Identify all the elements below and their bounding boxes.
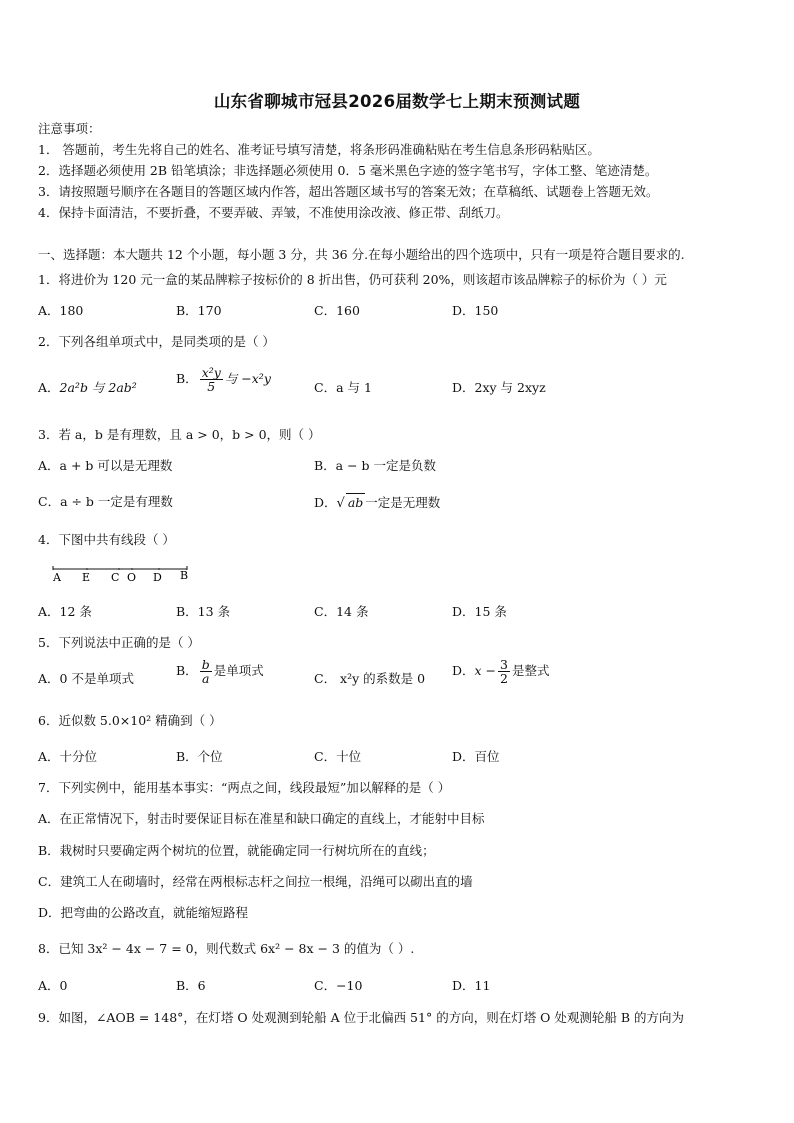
q5-option-b-rest: 是单项式 [213, 663, 264, 678]
q5-option-b-denominator: a [201, 671, 210, 686]
q7-option-a: A．在正常情况下，射击时要保证目标在准星和缺口确定的直线上，才能射中目标 [38, 811, 485, 826]
q4-option-d: D．15 条 [452, 604, 507, 619]
q2-option-a [38, 379, 137, 397]
point-label-a: A [53, 571, 61, 583]
q8-option-c: C．−10 [314, 978, 363, 993]
question-3-stem: 3．若 a，b 是有理数，且 a > 0，b > 0，则（ ） [38, 427, 321, 442]
q3-option-d [314, 493, 440, 513]
q4-option-a: A．12 条 [38, 604, 92, 619]
sqrt-sign: √ [336, 496, 345, 511]
q4-option-c: C．14 条 [314, 604, 369, 619]
q6-option-c: C．十位 [314, 749, 362, 764]
q3-option-d-radicand: ab [347, 495, 364, 510]
segment-figure [51, 565, 191, 583]
segment-point-e [86, 568, 88, 570]
q2-option-c: C．a 与 1 [314, 380, 372, 395]
q5-option-b [176, 658, 264, 685]
question-4-stem: 4．下图中共有线段（ ） [38, 532, 175, 547]
q1-option-c: C．160 [314, 303, 360, 318]
q1-option-a: A．180 [38, 303, 84, 318]
q7-option-d: D．把弯曲的公路改直，就能缩短路程 [38, 905, 249, 920]
q3-option-c: C．a ÷ b 一定是有理数 [38, 494, 173, 509]
q6-option-a: A．十分位 [38, 749, 98, 764]
q5-option-b-fraction [200, 658, 212, 685]
point-label-c: C [111, 571, 120, 583]
notice-item-3: 3．请按照题号顺序在各题目的答题区域内作答，超出答题区域书写的答案无效；在草稿纸、试题卷上答题无效。 [38, 184, 659, 199]
q1-option-d: D．150 [452, 303, 499, 318]
page-title: 山东省聊城市冠县2026届数学七上期末预测试题 [213, 92, 581, 111]
q5-option-d-denominator: 2 [500, 671, 508, 686]
q2-option-b-label: B． [176, 371, 198, 386]
q2-option-a-label: A． [38, 380, 60, 395]
q6-option-b: B．个位 [176, 749, 223, 764]
point-label-d: D [153, 571, 162, 583]
q5-option-d [452, 658, 550, 685]
q8-option-d: D．11 [452, 978, 491, 993]
point-label-o: O [127, 571, 137, 583]
q3-option-b: B．a − b 一定是负数 [314, 458, 437, 473]
q5-option-d-fraction [498, 658, 510, 685]
q5-option-d-rest: 是整式 [511, 663, 550, 678]
question-9-stem: 9．如图，∠AOB = 148°，在灯塔 O 处观测到轮船 A 位于北偏西 51° 的方向，则在灯塔 O 处观测轮船 B 的方向为 [38, 1010, 685, 1025]
question-1-stem: 1．将进价为 120 元一盒的某品牌粽子按标价的 8 折出售，仍可获利 20%，则该超市该品牌粽子的标价为（ ）元 [38, 272, 667, 287]
q3-option-d-rest: 一定是无理数 [365, 495, 441, 510]
point-label-e: E [82, 571, 91, 583]
section-heading: 一、选择题：本大题共 12 个小题，每小题 3 分，共 36 分.在每小题给出的四个选项中，只有一项是符合题目要求的. [38, 247, 685, 262]
q2-option-d: D．2xy 与 2xyz [452, 380, 546, 395]
q4-option-b: B．13 条 [176, 604, 231, 619]
segment-point-c [118, 568, 120, 570]
q5-option-c: C． x²y 的系数是 0 [314, 671, 426, 686]
question-5-stem: 5．下列说法中正确的是（ ） [38, 635, 200, 650]
q3-option-d-label: D． [314, 495, 337, 510]
q1-option-b: B．170 [176, 303, 222, 318]
q2-option-b-rest: 与 −x²y [224, 371, 271, 386]
q2-option-b-fraction [200, 366, 223, 393]
q8-option-b: B．6 [176, 978, 206, 993]
q2-option-b-denominator: 5 [207, 379, 216, 394]
notice-heading: 注意事项： [38, 121, 101, 136]
q2-option-b-numerator: x²y [201, 365, 221, 380]
q2-option-b [176, 366, 271, 393]
q5-option-a: A．0 不是单项式 [38, 671, 134, 686]
q5-option-b-numerator: b [201, 657, 210, 672]
q5-option-d-numerator: 3 [500, 657, 508, 672]
q3-option-a: A．a + b 可以是无理数 [38, 458, 173, 473]
notice-item-1: 1． 答题前，考生先将自己的姓名、准考证号填写清楚，将条形码准确粘贴在考生信息条形码粘贴区。 [38, 142, 600, 157]
segment-point-o [131, 568, 133, 570]
q5-option-d-prefix: x − [474, 663, 497, 678]
q5-option-d-label: D． [452, 663, 475, 678]
q7-option-b: B．栽树时只要确定两个树坑的位置，就能确定同一行树坑所在的直线； [38, 843, 435, 858]
point-label-b: B [180, 569, 189, 582]
question-7-stem: 7．下列实例中，能用基本事实：“两点之间，线段最短”加以解释的是（ ） [38, 780, 451, 795]
question-8-stem: 8．已知 3x² − 4x − 7 = 0，则代数式 6x² − 8x − 3 的值为（ ）. [38, 941, 415, 956]
question-2-stem: 2．下列各组单项式中，是同类项的是（ ） [38, 334, 275, 349]
question-6-stem: 6．近似数 5.0×10² 精确到（ ） [38, 713, 222, 728]
q8-option-a: A．0 [38, 978, 68, 993]
q5-option-b-label: B． [176, 663, 198, 678]
q6-option-d: D．百位 [452, 749, 500, 764]
q7-option-c: C．建筑工人在砌墙时，经常在两根标志杆之间拉一根绳，沿绳可以砌出直的墙 [38, 874, 473, 889]
q2-option-a-expr: 2a²b 与 2ab² [59, 380, 137, 395]
notice-item-2: 2．选择题必须使用 2B 铅笔填涂；非选择题必须使用 0．5 毫米黑色字迹的签字笔书写，字体工整、笔迹清楚。 [38, 163, 658, 178]
notice-item-4: 4．保持卡面清洁，不要折叠，不要弄破、弄皱，不准使用涂改液、修正带、刮纸刀。 [38, 205, 509, 220]
segment-point-d [158, 568, 160, 570]
